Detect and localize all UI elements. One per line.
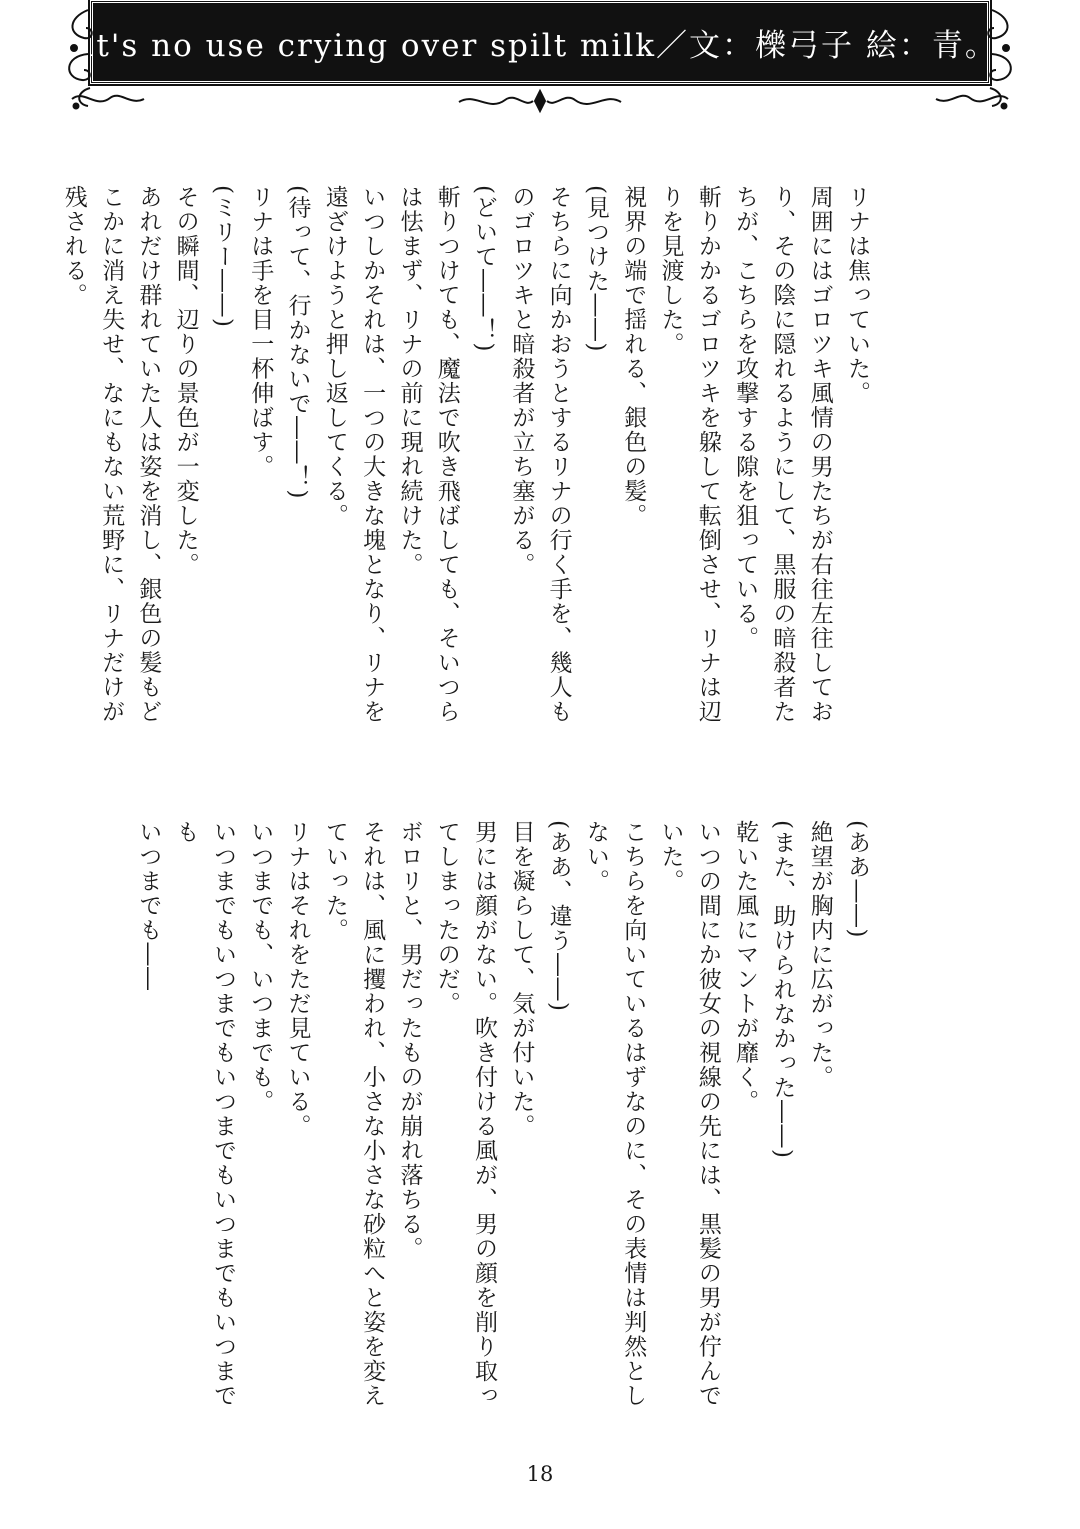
paragraph: 絶望が胸内に広がった。 [806, 820, 833, 1090]
paragraph: 周囲にはゴロツキ風情の男たちが右往左往しており、その陰に隠れるようにして、黒服の暗殺者たちが、こちらを攻撃する隙を狙っている。 [732, 185, 833, 724]
paragraph: (ああ、違う――) [545, 820, 572, 1013]
paragraph: 乾いた風にマントが靡く。 [732, 820, 759, 1114]
paragraph: (また、助けられなかった――) [769, 820, 796, 1160]
paragraph: 男には顔がない。吹き付ける風が、男の顔を削り取ってしまったのだ。 [433, 820, 498, 1408]
paragraph: リナは手を目一杯伸ばす。 [247, 185, 274, 479]
paragraph: いつの間にか彼女の視線の先には、黒髪の男が佇んでいた。 [657, 820, 721, 1408]
paragraph: その瞬間、辺りの景色が一変した。 [172, 185, 199, 577]
paragraph: いつまでも、いつまでも。 [247, 820, 274, 1114]
paragraph: いつまでも―― [135, 820, 162, 992]
paragraph: ボロリと、男だったものが崩れ落ちる。 [396, 820, 423, 1261]
paragraph: あれだけ群れていた人は姿を消し、銀色の髪もどこかに消え失せ、なにもない荒野に、リナだけが残される。 [60, 185, 162, 724]
paragraph: それは、風に攫われ、小さな小さな砂粒へと姿を変えていった。 [321, 820, 386, 1408]
paragraph: (見つけた――) [582, 185, 609, 353]
bottom-right-scroll-ornament [932, 86, 1012, 112]
page-title: It's no use crying over spilt milk／文：櫟弓子 絵：青。 [82, 27, 998, 64]
paragraph: いつまでもいつまでもいつまでもいつまでもいつまでも [172, 820, 236, 1408]
paragraph: 斬りつけても、魔法で吹き飛ばしても、そいつらは怯まず、リナの前に現れ続けた。 [396, 185, 460, 724]
paragraph: 斬りかかるゴロツキを躱して転倒させ、リナは辺りを見渡した。 [657, 185, 721, 724]
paragraph: 視界の端で揺れる、銀色の髪。 [620, 185, 647, 528]
paragraph: こちらを向いているはずなのに、その表情は判然としない。 [582, 820, 647, 1408]
paragraph: そちらに向かおうとするリナの行く手を、幾人ものゴロツキと暗殺者が立ち塞がる。 [508, 185, 572, 724]
paragraph: (どいて――！) [471, 185, 498, 353]
paragraph: 目を凝らして、気が付いた。 [508, 820, 535, 1139]
paragraph: (ああ――) [844, 820, 870, 939]
paragraph: (待って、行かないで――！) [284, 185, 311, 500]
center-scroll-ornament [455, 88, 625, 114]
header-title-bar [82, 0, 998, 84]
bottom-left-scroll-ornament [68, 86, 148, 112]
page-number: 18 [526, 1462, 554, 1486]
story-text-upper [54, 185, 875, 745]
paragraph: リナは焦っていた。 [844, 185, 870, 406]
story-text-lower [129, 820, 875, 1425]
paragraph: (ミリー――) [209, 185, 236, 329]
paragraph: いつしかそれは、一つの大きな塊となり、リナを遠ざけようと押し返してくる。 [321, 185, 386, 724]
paragraph: リナはそれをただ見ている。 [284, 820, 311, 1139]
